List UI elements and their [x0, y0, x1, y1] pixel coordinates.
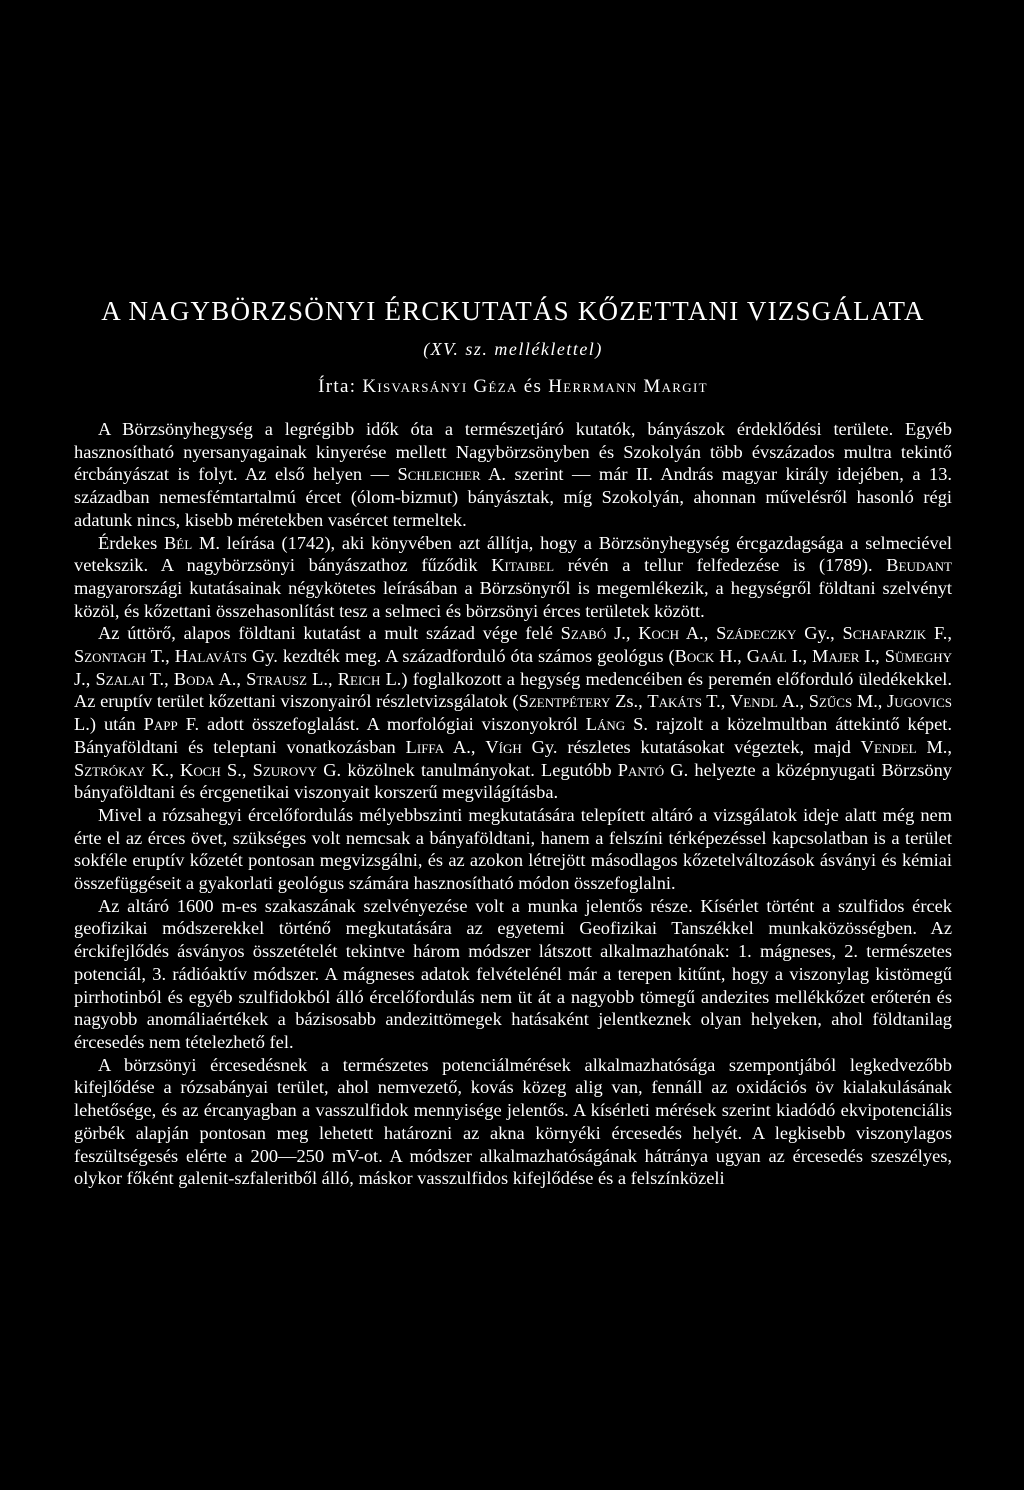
cited-author: Szalai — [95, 668, 145, 689]
text-run: Az úttörő, alapos földtani kutatást a mult század vége felé — [98, 623, 561, 644]
cited-author: Koch — [180, 759, 221, 780]
cited-author: Vígh — [485, 736, 522, 757]
cited-author: Schleicher — [397, 464, 481, 485]
text-run: F. adott összefoglalást. A morfológiai viszonyokról — [177, 714, 586, 735]
text-run: A., — [214, 668, 247, 689]
cited-author: Szűcs — [808, 691, 853, 712]
cited-author: Reich — [337, 668, 381, 689]
cited-author: Vendel — [860, 736, 917, 757]
article-title: A NAGYBÖRZSÖNYI ÉRCKUTATÁS KŐZETTANI VIZSGÁLATA — [101, 296, 925, 326]
text-run: J., — [606, 623, 639, 644]
text-run: S., — [220, 759, 253, 780]
author-name: Herrmann Margit — [548, 376, 708, 397]
article-subtitle: (XV. sz. melléklettel) — [423, 339, 603, 359]
authors-conjunction: és — [517, 376, 549, 397]
cited-author: Bél — [164, 532, 193, 553]
text-run: F., — [926, 623, 952, 644]
text-run: M., — [916, 736, 952, 757]
text-run: I., — [859, 646, 885, 667]
text-run: M. leírása (1742), aki könyvében azt állítja, hogy a Börzsönyhegység ércgazdagsága a selmeciével vetekszik. A nagybörzsönyi bányászathoz fűződik — [74, 532, 952, 576]
author-name: Kisvarsányi Géza — [362, 376, 518, 397]
cited-author: Liffa — [405, 736, 445, 757]
paragraph-1 — [74, 418, 952, 532]
text-run: G. helyezte a középnyugati Börzsöny bányaföldtani és ércgenetikai viszonyait korszerű megvilágításba. — [74, 759, 953, 803]
cited-author: Sztrókay — [74, 759, 146, 780]
cited-author: Bock — [674, 646, 715, 667]
text-run: A., — [679, 623, 717, 644]
text-run: A Börzsönyhegység a legrégibb idők óta a természetjáró kutatók, bányászok érdeklődési területe. Egyéb hasznosítható nyersanyagainak kinyerése mellett Nagybörzsönyben és Szokolyán több évszázados multra tekintő ércbányászat is folyt. Az első helyen — — [74, 419, 952, 485]
cited-author: Gaál — [746, 646, 787, 667]
text-run: J., — [74, 668, 96, 689]
text-run: L.) foglalkozott a hegység medencéiben és peremén előforduló üledékekkel. Az eruptív terület kőzettani viszonyairól részletvizsgálatok ( — [74, 668, 952, 712]
text-run: L.) után — [74, 714, 144, 735]
paragraph-2 — [74, 532, 952, 623]
text-run: M., — [852, 691, 888, 712]
text-run: S. rajzolt a közelmultban áttekintő képet. Bányaföldtani és teleptani vonatkozásban — [74, 714, 952, 757]
cited-author: Beudant — [886, 555, 952, 576]
cited-author: Strausz — [246, 668, 307, 689]
cited-author: Szentpétery — [518, 691, 611, 712]
cited-author: Szádeczky — [716, 623, 797, 644]
paragraph-4: Mivel a rózsahegyi ércelőfordulás mélyebbszinti megkutatására telepített altáró a vizsgálatok ideje alatt még nem érte el az érces övet, szükséges volt nemcsak a bányaföldtani, hanem a felszíni térképezéssel kapcsolatban is a terület sokféle eruptív kőzetét pontosan megvizsgálni, és az azokon létrejött másodlagos kőzetelváltozások ásványi és kémiai összefüggéseit a gyakorlati geológus számára hasznosítható módon összefoglalni. — [74, 804, 952, 894]
cited-author: Sümeghy — [884, 646, 953, 667]
text-run: Gy. kezdték meg. A századforduló óta számos geológus ( — [246, 646, 675, 667]
cited-author: Szurovy — [252, 759, 318, 780]
cited-author: Halaváts — [174, 646, 247, 667]
text-run: Gy., — [796, 623, 843, 644]
cited-author: Takáts — [647, 691, 702, 712]
text-run: I., — [786, 646, 813, 667]
cited-author: Papp — [143, 714, 178, 735]
text-run: A., — [444, 736, 486, 757]
text-run: Érdekes — [98, 532, 165, 553]
text-run: Gy. részletes kutatásokat végeztek, majd — [521, 736, 861, 757]
paragraph-3 — [74, 622, 952, 804]
text-run: T., — [144, 668, 174, 689]
text-run: G. közölnek tanulmányokat. Legutóbb — [317, 759, 618, 780]
article-authors — [74, 376, 952, 398]
text-run: Zs., — [610, 691, 648, 712]
cited-author: Szontagh — [74, 646, 147, 667]
text-run: T., — [146, 646, 175, 667]
cited-author: Boda — [173, 668, 215, 689]
text-run: A., — [777, 691, 809, 712]
paragraph-6: A börzsönyi ércesedésnek a természetes potenciálmérések alkalmazhatósága szempontjából legkedvezőbb kifejlődése a rózsabányai terület, ahol nemvezető, kovás közeg alig van, fennáll az oxidációs öv kialakulásának lehetősége, és az ércanyagban a vasszulfidok mennyisége jelentős. A kísérleti mérések szerint kiadódó ekvipotenciális görbék alapján pontosan meg lehetett határozni az akna környéki ércesedés helyét. A legkisebb viszonylagos feszültségesés elérte a 200—250 mV-ot. A módszer alkalmazhatóságának hátránya ugyan az ércesedés szeszélyes, olykor főként galenit-szfaleritből álló, máskor vasszulfidos kifejlődése és a felszínközeli — [74, 1054, 952, 1189]
text-run: révén a tellur felfedezése is (1789). — [554, 555, 887, 576]
text-run: A. szerint — már II. András magyar király idejében, a 13. században nemesfémtartalmú ércet (ólom-bizmut) bányásztak, míg Szokolyán, ahonnan művelésről hasonló régi adatunk nincs, kisebb méretekben vasércet termeltek. — [74, 464, 952, 530]
paragraph-5: Az altáró 1600 m-es szakaszának szelvényezése volt a munka jelentős része. Kísérlet történt a szulfidos ércek geofizikai módszerekkel történő megkutatására az egyetemi Geofizikai Tanszékkel munkaközösségben. Az érckifejlődés ásványos összetételét tekintve három módszer látszott alkalmazhatónak: 1. mágneses, 2. természetes potenciál, 3. rádióaktív módszer. A mágneses adatok felvételénél már a terepen kitűnt, hogy a viszonylag kistömegű pirrhotinból és egyéb szulfidokból álló ércelőfordulás nem üt át a nagyobb tömegű andezites mellékkőzet erőterén és nagyobb anomáliaértékek a bázisosabb andezittömegek hatásaként jelentkeznek olyan helyeken, ahol földtanilag ércesedés nem tételezhető fel. — [74, 895, 952, 1052]
cited-author: Szabó — [560, 623, 607, 644]
text-run: magyarországi kutatásainak négykötetes leírásában a Börzsönyről is megemlékezik, a hegységről földtani szelvényt közöl, és kőzettani összehasonlítást tesz a selmeci és börzsönyi érces területek között. — [74, 577, 952, 621]
cited-author: Láng — [585, 714, 626, 735]
text-run: L., — [306, 668, 338, 689]
cited-author: Pantó — [617, 759, 665, 780]
cited-author: Kitaibel — [491, 555, 555, 576]
cited-author: Koch — [638, 623, 680, 644]
text-run: K., — [145, 759, 181, 780]
text-run: H., — [714, 646, 747, 667]
cited-author: Majer — [812, 646, 860, 667]
cited-author: Schafarzik — [842, 623, 927, 644]
cited-author: Vendl — [729, 691, 778, 712]
article-body — [74, 418, 952, 1190]
text-run: T., — [701, 691, 730, 712]
cited-author: Jugovics — [887, 691, 952, 712]
authors-prefix: Írta: — [318, 376, 363, 397]
